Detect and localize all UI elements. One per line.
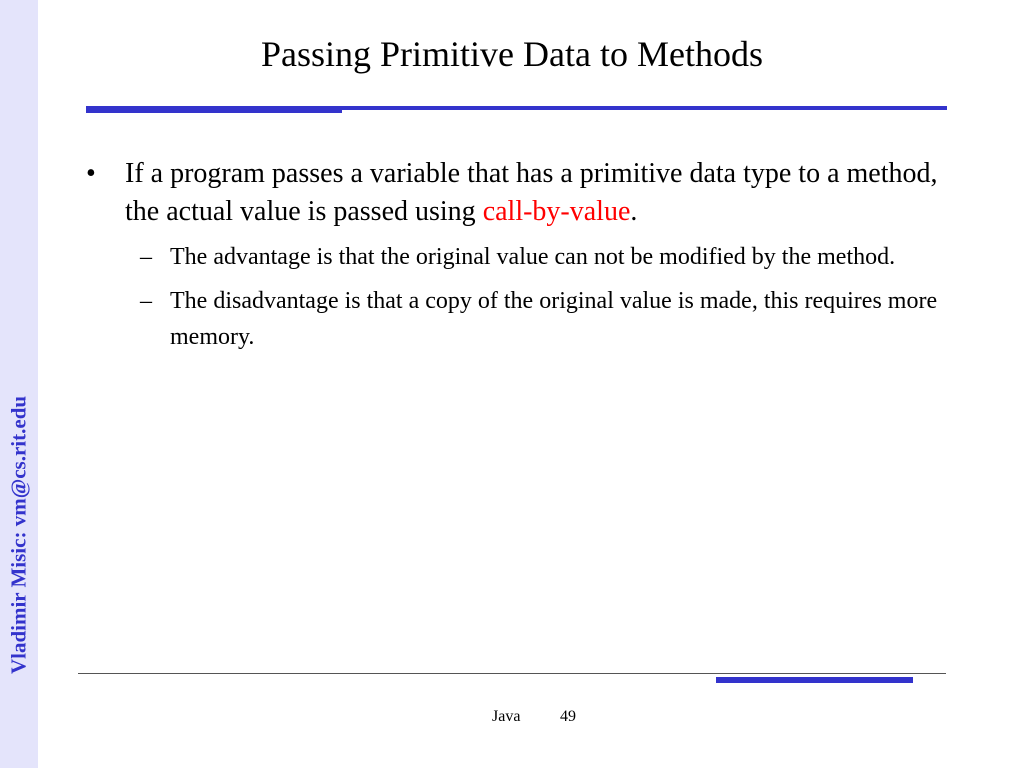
- sub-bullet-marker: –: [140, 244, 152, 270]
- footer-accent-bar: [716, 677, 913, 683]
- title-underline-thick: [86, 106, 342, 113]
- sub-bullet-item: [86, 239, 946, 275]
- sub-bullet-text: The disadvantage is that a copy of the original value is made, this requires more memory.: [170, 288, 938, 350]
- author-contact: Vladimir Misic: vm@cs.rit.edu: [6, 395, 31, 675]
- bullet-marker: •: [86, 158, 96, 189]
- slide-title: Passing Primitive Data to Methods: [261, 34, 763, 74]
- slide-content: [86, 155, 946, 355]
- sidebar: [0, 0, 38, 768]
- highlighted-term: call-by-value: [482, 196, 631, 227]
- footer-divider: [78, 673, 946, 674]
- bullet-text-end: .: [630, 196, 638, 227]
- title-underline-thin: [340, 106, 947, 110]
- footer-label: Java: [492, 708, 521, 725]
- bullet-item: [86, 155, 946, 231]
- sub-bullet-marker: –: [140, 288, 152, 314]
- page-number: 49: [560, 708, 576, 725]
- bullet-text: If a program passes a variable that has a primitive data type to a method, the actual value is passed using: [125, 158, 938, 227]
- sub-bullet-item: [86, 283, 946, 355]
- sub-bullet-text: The advantage is that the original value can not be modified by the method.: [170, 244, 896, 270]
